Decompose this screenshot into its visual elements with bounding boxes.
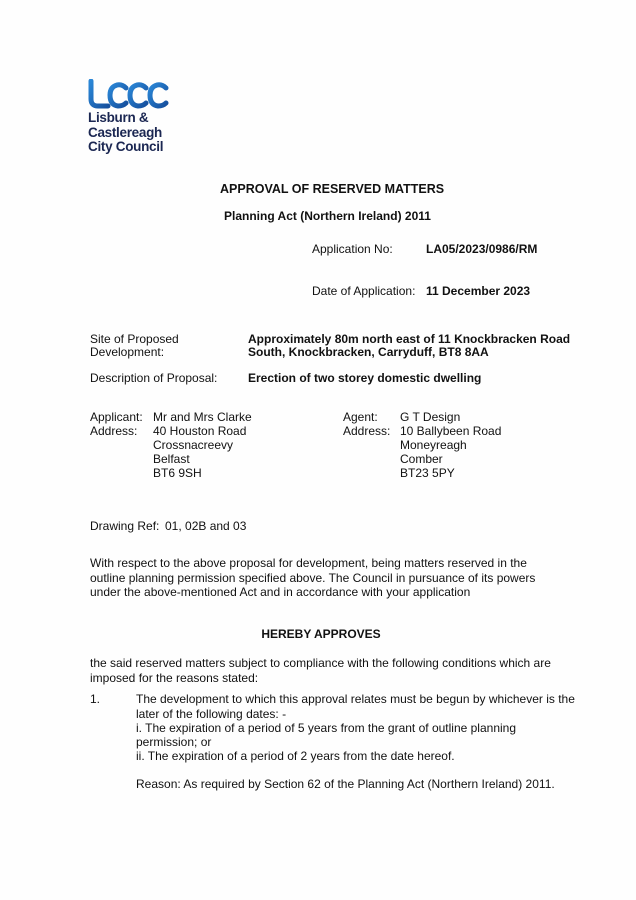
council-name bbox=[88, 111, 188, 155]
hereby-approves-heading bbox=[0, 627, 636, 641]
agent-address-line: Moneyreagh bbox=[400, 438, 467, 452]
site-label: Site of Proposed bbox=[90, 332, 179, 346]
site-label: Development: bbox=[90, 345, 165, 359]
agent-address-label: Address: bbox=[343, 424, 391, 438]
proposal-value: Erection of two storey domestic dwelling bbox=[248, 371, 482, 385]
council-logo bbox=[88, 79, 188, 155]
intro-paragraph: With respect to the above proposal for development, being matters reserved in the outline planning permission specified above. The Council in pursuance of its powers under the above-mentioned Act and in accordance with your application bbox=[90, 556, 536, 599]
council-name-line: Lisburn & bbox=[88, 110, 149, 125]
applicant-label: Applicant: bbox=[90, 410, 143, 424]
document-subtitle: Planning Act (Northern Ireland) 2011 bbox=[224, 209, 431, 223]
agent-name: G T Design bbox=[400, 410, 461, 424]
proposal-label: Description of Proposal: bbox=[90, 371, 218, 385]
applicant-address-line: Belfast bbox=[153, 452, 190, 466]
conditions-intro: the said reserved matters subject to compliance with the following conditions which are imposed for the reasons stated: bbox=[90, 656, 551, 685]
site-value: South, Knockbracken, Carryduff, BT8 8AA bbox=[248, 345, 489, 359]
condition-item-i: permission; or bbox=[136, 735, 212, 749]
agent-address-line: BT23 5PY bbox=[400, 466, 455, 480]
applicant-address-line: Crossnacreevy bbox=[153, 438, 234, 452]
council-name-line: Castlereagh bbox=[88, 124, 162, 140]
condition-number: 1. bbox=[90, 692, 101, 706]
application-date-value: 11 December 2023 bbox=[426, 284, 531, 298]
applicant-address-label: Address: bbox=[90, 424, 138, 438]
drawing-ref-value: 01, 02B and 03 bbox=[165, 519, 247, 533]
lccc-logo-icon bbox=[88, 79, 170, 109]
document-title: APPROVAL OF RESERVED MATTERS bbox=[220, 182, 445, 196]
application-number-label: Application No: bbox=[312, 242, 393, 256]
applicant-address-line: 40 Houston Road bbox=[153, 424, 247, 438]
condition-item-ii: ii. The expiration of a period of 2 years from the date hereof. bbox=[136, 749, 455, 763]
agent-address-line: 10 Ballybeen Road bbox=[400, 424, 502, 438]
site-value: Approximately 80m north east of 11 Knockbracken Road bbox=[248, 332, 571, 346]
agent-label: Agent: bbox=[343, 410, 378, 424]
condition-text: The development to which this approval relates must be begun by whichever is the bbox=[136, 692, 575, 706]
condition-text: later of the following dates: - bbox=[136, 707, 287, 721]
application-date-label: Date of Application: bbox=[312, 284, 416, 298]
council-name-line: City Council bbox=[88, 139, 164, 154]
applicant-name: Mr and Mrs Clarke bbox=[153, 410, 252, 424]
condition-reason: Reason: As required by Section 62 of the Planning Act (Northern Ireland) 2011. bbox=[136, 777, 555, 791]
condition-item-i: i. The expiration of a period of 5 years from the grant of outline planning bbox=[136, 721, 517, 735]
agent-address-line: Comber bbox=[400, 452, 443, 466]
drawing-ref-label: Drawing Ref: bbox=[90, 519, 160, 533]
hereby-approves-text: HEREBY APPROVES bbox=[261, 627, 381, 641]
applicant-address-line: BT6 9SH bbox=[153, 466, 202, 480]
application-number-value: LA05/2023/0986/RM bbox=[426, 242, 538, 256]
